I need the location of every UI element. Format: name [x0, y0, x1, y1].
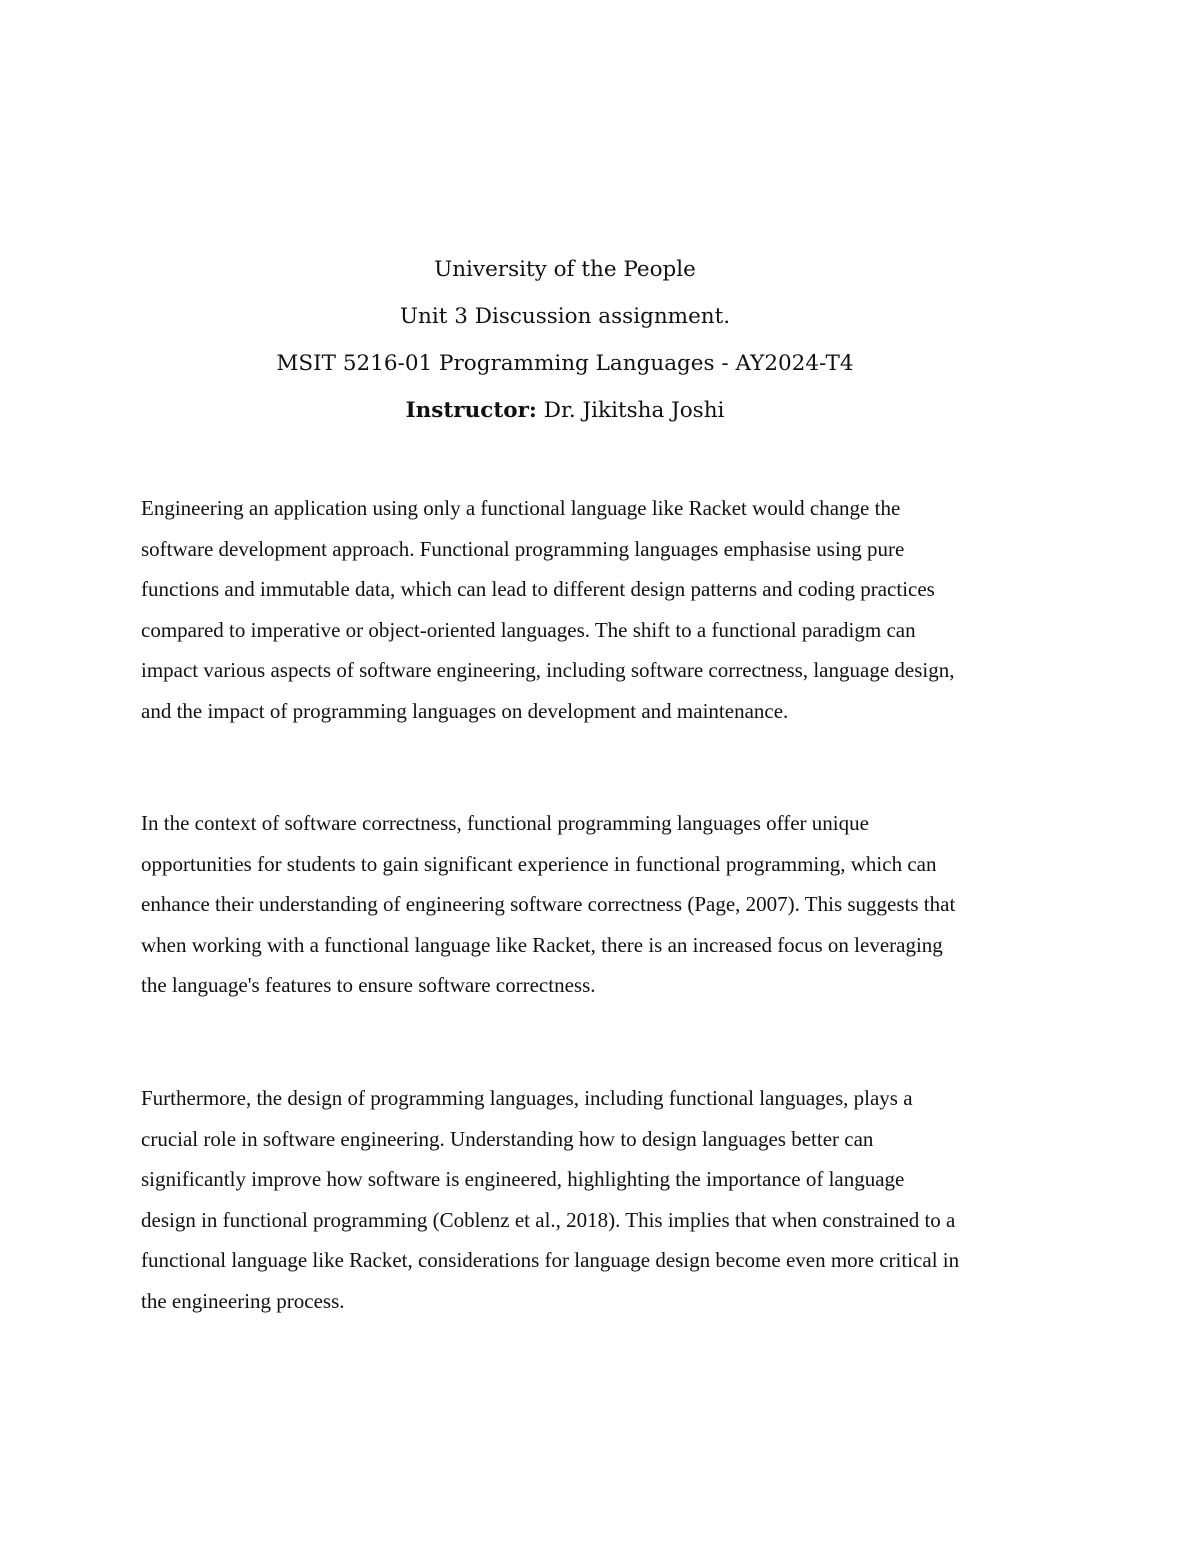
paragraph-line: functions and immutable data, which can lead to different design patterns and coding practices — [141, 577, 935, 601]
title-block — [0, 246, 1130, 434]
paragraph-line: software development approach. Functional programming languages emphasise using pure — [141, 536, 905, 561]
paragraph-line: and the impact of programming languages on development and maintenance. — [141, 698, 789, 723]
paragraph-line: significantly improve how software is engineered, highlighting the importance of language — [141, 1167, 905, 1191]
institution-name: University of the People — [434, 257, 696, 282]
paragraph-line: enhance their understanding of engineering software correctness (Page, 2007). This suggests that — [141, 892, 956, 916]
paragraph-line: In the context of software correctness, functional programming languages offer unique — [141, 811, 869, 835]
paragraph-line: opportunities for students to gain significant experience in functional programming, which can — [141, 851, 937, 876]
paragraph-line: Engineering an application using only a functional language like Racket would change the — [141, 496, 901, 520]
paragraph-line: crucial role in software engineering. Understanding how to design languages better can — [141, 1126, 874, 1151]
paragraph-1 — [141, 488, 1066, 731]
paragraph-line: compared to imperative or object-oriented languages. The shift to a functional paradigm can — [141, 617, 916, 642]
course-title: MSIT 5216-01 Programming Languages - AY2024-T4 — [276, 351, 854, 376]
instructor-line — [0, 387, 1130, 434]
paragraph-2 — [141, 803, 1066, 1006]
assignment-title: Unit 3 Discussion assignment. — [399, 304, 731, 329]
paragraph-line: functional language like Racket, considerations for language design become even more critical in — [141, 1248, 960, 1272]
paragraph-3 — [141, 1078, 1066, 1321]
instructor-label: Instructor: — [405, 398, 537, 423]
paragraph-line: impact various aspects of software engineering, including software correctness, language design, — [141, 658, 955, 682]
paragraph-line: when working with a functional language like Racket, there is an increased focus on leveraging — [141, 932, 943, 957]
paragraph-line: Furthermore, the design of programming languages, including functional languages, plays a — [141, 1086, 913, 1110]
paragraph-line: the language's features to ensure software correctness. — [141, 973, 596, 997]
instructor-name: Dr. Jikitsha Joshi — [543, 398, 725, 423]
paragraph-line: design in functional programming (Coblenz et al., 2018). This implies that when constrained to a — [141, 1207, 956, 1232]
paragraph-line: the engineering process. — [141, 1288, 345, 1313]
